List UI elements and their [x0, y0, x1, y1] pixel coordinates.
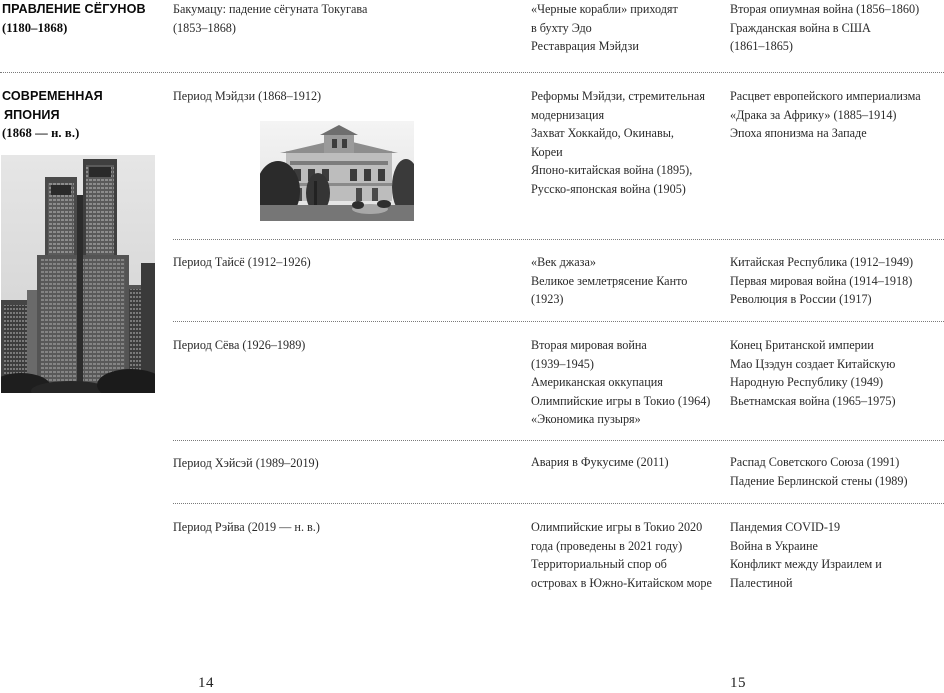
event: Русско-японская война (1905) [531, 181, 686, 196]
era-name-line1: СОВРЕМЕННАЯ [2, 89, 103, 103]
period-meiji [173, 87, 321, 106]
world-events-reiwa [730, 518, 882, 592]
event: Конфликт между Израилем и [730, 557, 882, 572]
event: Вторая опиумная война (1856–1860) [730, 2, 920, 16]
period-name: Период Тайсё (1912–1926) [173, 255, 311, 269]
event: (1861–1865) [730, 39, 793, 54]
row-divider [173, 321, 944, 322]
event: «Экономика пузыря» [531, 412, 641, 427]
period-showa [173, 336, 305, 355]
row-divider [173, 239, 944, 240]
event: Первая мировая война (1914–1918) [730, 273, 913, 288]
japan-events-bakumatsu [531, 0, 678, 56]
japan-events-taisho [531, 253, 687, 309]
event: Эпоха японизма на Западе [730, 126, 867, 141]
event: «Черные корабли» приходят [531, 2, 678, 16]
world-events-showa [730, 336, 896, 410]
era-name: ПРАВЛЕНИЕ СЁГУНОВ [2, 2, 146, 16]
world-events-heisei [730, 453, 908, 490]
japan-events-heisei [531, 453, 669, 472]
event: Народную Республику (1949) [730, 375, 884, 390]
period-name: Период Хэйсэй (1989–2019) [173, 456, 319, 470]
period-bakumatsu [173, 0, 367, 37]
era-years: (1180–1868) [2, 20, 68, 35]
world-events-bakumatsu [730, 0, 919, 56]
event: Китайская Республика (1912–1949) [730, 255, 914, 269]
event: Реставрация Мэйдзи [531, 39, 639, 54]
era-title-modern [2, 87, 103, 143]
japan-events-reiwa [531, 518, 712, 592]
period-name: Период Мэйдзи (1868–1912) [173, 89, 322, 103]
event: Японо-китайская война (1895), [531, 163, 693, 178]
page-number-left: 14 [198, 675, 214, 691]
event: Расцвет европейского империализма [730, 89, 921, 103]
event: Захват Хоккайдо, Окинавы, [531, 126, 674, 141]
event: Великое землетрясение Канто [531, 273, 688, 288]
event: Реформы Мэйдзи, стремительная [531, 89, 705, 103]
event: Мао Цзэдун создает Китайскую [730, 356, 896, 371]
era-years: (1868 — н. в.) [2, 126, 80, 141]
event: Революция в России (1917) [730, 292, 872, 307]
period-reiwa [173, 518, 320, 537]
row-divider [173, 503, 944, 504]
event: Гражданская война в США [730, 20, 871, 35]
event: Вьетнамская война (1965–1975) [730, 393, 896, 408]
event: модернизация [531, 107, 605, 122]
era-name-line2: ЯПОНИЯ [4, 107, 60, 122]
event: в бухту Эдо [531, 20, 592, 35]
tokyo-government-building-photo [1, 155, 155, 393]
event: (1923) [531, 292, 564, 307]
event: Кореи [531, 144, 563, 159]
event: Американская оккупация [531, 375, 663, 390]
event: Олимпийские игры в Токио (1964) [531, 393, 711, 408]
event: Авария в Фукусиме (2011) [531, 455, 669, 469]
event: года (проведены в 2021 году) [531, 538, 683, 553]
event: Территориальный спор об [531, 557, 667, 572]
meiji-mansion-photo [260, 121, 414, 221]
period-taisho [173, 253, 311, 272]
event: островах в Южно-Китайском море [531, 575, 712, 590]
event: Пандемия COVID-19 [730, 520, 841, 534]
period-name: Период Сёва (1926–1989) [173, 338, 306, 352]
page-number-right: 15 [730, 675, 746, 691]
event: Конец Британской империи [730, 338, 874, 352]
japan-events-meiji [531, 87, 705, 199]
japan-events-showa [531, 336, 710, 429]
world-events-taisho [730, 253, 913, 309]
period-years: (1853–1868) [173, 20, 236, 35]
era-title-shogunate [2, 0, 146, 37]
event: «Драка за Африку» (1885–1914) [730, 107, 897, 122]
period-name: Период Рэйва (2019 — н. в.) [173, 520, 320, 534]
event: «Век джаза» [531, 255, 596, 269]
event: Война в Украине [730, 538, 818, 553]
event: Палестиной [730, 575, 793, 590]
event: (1939–1945) [531, 356, 594, 371]
period-heisei [173, 454, 319, 473]
event: Олимпийские игры в Токио 2020 [531, 520, 703, 534]
row-divider [173, 440, 944, 441]
event: Вторая мировая война [531, 338, 647, 352]
period-name: Бакумацу: падение сёгуната Токугава [173, 2, 368, 16]
event: Падение Берлинской стены (1989) [730, 473, 908, 488]
era-divider [0, 72, 944, 73]
event: Распад Советского Союза (1991) [730, 455, 900, 469]
world-events-meiji [730, 87, 921, 143]
